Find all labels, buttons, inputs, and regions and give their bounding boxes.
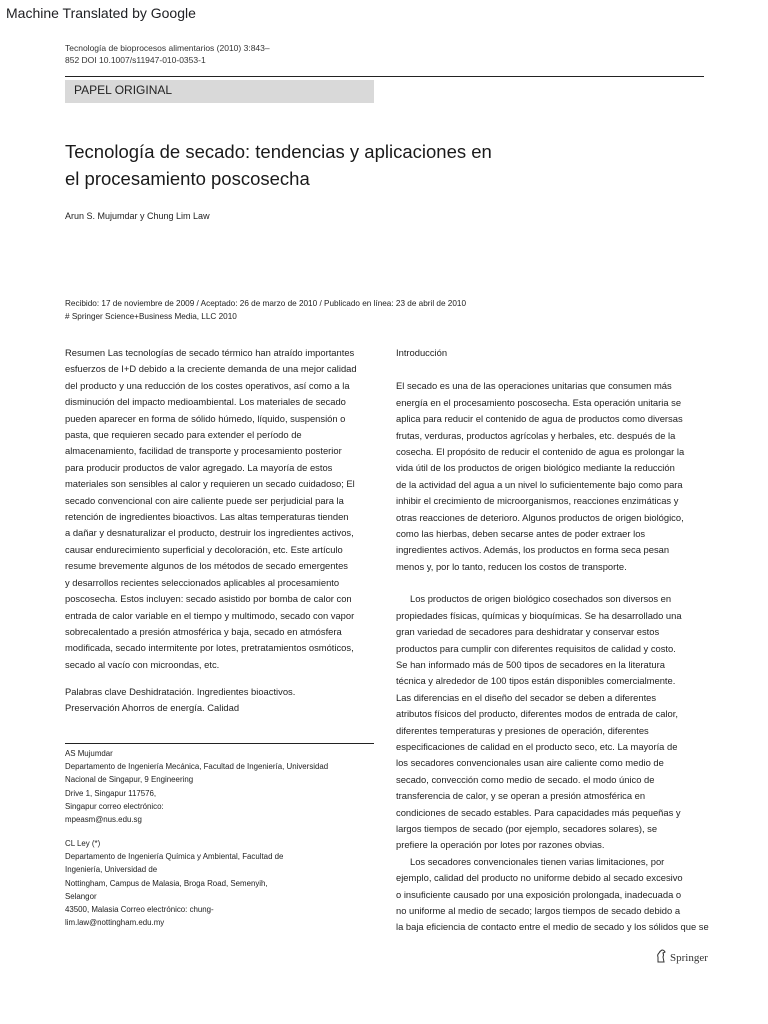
abstract-line: y desarrollos recientes seleccionados aplicables al procesamiento <box>65 576 340 588</box>
body-line: gran variedad de secadores para deshidratar y conservar estos <box>396 626 660 638</box>
body-line: El secado es una de las operaciones unitarias que consumen más <box>396 380 672 392</box>
affiliation-line: Selangor <box>65 891 97 901</box>
affiliation-rule <box>65 743 374 744</box>
title-line: el procesamiento poscosecha <box>65 168 310 189</box>
body-line: atributos físicos del producto, diferentes modos de entrada de calor, <box>396 708 678 720</box>
section-heading: Introducción <box>396 347 448 358</box>
abstract-line: materiales son sensibles al calor y requieren un secado cuidadoso; El <box>65 478 355 490</box>
introduction-section <box>396 345 726 936</box>
affiliation-line: Singapur correo electrónico: <box>65 801 164 811</box>
body-line: energía en el procesamiento poscosecha. Esta operación unitaria se <box>396 396 682 408</box>
body-line: Se han informado más de 500 tipos de secadores en la literatura <box>396 658 665 670</box>
affiliation-line: AS Mujumdar <box>65 749 113 758</box>
springer-horse-icon <box>655 949 667 966</box>
body-line: especificaciones de calidad en el producto seco, etc. La mayoría de <box>396 740 678 752</box>
body-line: ingredientes activos. Además, los productos en forma seca pesan <box>396 544 670 556</box>
journal-ref-line: Tecnología de bioprocesos alimentarios (2010) 3:843– <box>65 43 270 53</box>
copyright-line: # Springer Science+Business Media, LLC 2010 <box>65 312 237 321</box>
body-line: largos tiempos de secado (por ejemplo, secadores solares), se <box>396 822 658 834</box>
abstract-line: esfuerzos de I+D debido a la creciente demanda de una mejor calidad <box>65 363 357 375</box>
affiliation-line: mpeasm@nus.edu.sg <box>65 815 142 825</box>
body-line: aplica para reducir el contenido de agua de productos como diversas <box>396 413 683 425</box>
body-line: no uniforme al medio de secado; largos tiempos de secado debido a <box>396 905 681 916</box>
springer-logo <box>655 949 708 966</box>
body-line: condiciones de secado estables. Para capacidades más pequeñas y <box>396 806 681 818</box>
body-line: los secadores convencionales usan aire caliente como medio de <box>396 757 664 769</box>
body-line: prefiere la operación por lotes por razones obvias. <box>396 839 605 851</box>
body-line: Las diferencias en el diseño del secador se deben a diferentes <box>396 691 657 703</box>
body-line: inhibir el crecimiento de microorganismos, reacciones enzimáticas y <box>396 495 679 507</box>
body-line: productos para cumplir con diferentes requisitos de calidad y costo. <box>396 642 676 654</box>
abstract-line: retención de ingredientes bioactivos. Las altas temperaturas tienden <box>65 511 349 523</box>
header-rule <box>65 76 704 77</box>
paper-title <box>65 138 535 192</box>
affiliation-line: CL Ley (*) <box>65 839 101 848</box>
body-line: otras reacciones de deterioro. Algunos productos de origen biológico, <box>396 511 684 523</box>
body-line: frutas, verduras, productos agrícolas y herbales, etc. después de la <box>396 429 676 441</box>
dates-line: Recibido: 17 de noviembre de 2009 / Aceptado: 26 de marzo de 2010 / Publicado en línea: 23 de abril de 2010 <box>65 299 467 308</box>
journal-ref-line: 852 DOI 10.1007/s11947-010-0353-1 <box>65 55 206 65</box>
abstract-line: sobrecalentado a presión atmosférica y baja, secado en atmósfera <box>65 625 342 637</box>
keywords-line: Preservación Ahorros de energía. Calidad <box>65 702 240 714</box>
affiliation-line: Nottingham, Campus de Malasia, Broga Road, Semenyih, <box>65 878 268 888</box>
intro-paragraph-2 <box>396 591 726 854</box>
abstract-line: disminución del impacto medioambiental. Los materiales de secado <box>65 396 346 408</box>
article-type-bar <box>65 80 374 103</box>
body-line: Los secadores convencionales tienen varias limitaciones, por <box>410 855 665 867</box>
body-line: ejemplo, calidad del producto no uniforme debido al secado excesivo <box>396 872 683 884</box>
keywords-line: Palabras clave Deshidratación. Ingredientes bioactivos. <box>65 686 296 697</box>
body-line: cosecha. El propósito de reducir el contenido de agua es prolongar la <box>396 446 685 458</box>
keywords <box>65 684 380 717</box>
abstract-line: a dañar y desnaturalizar el producto, destruir los ingredientes activos, <box>65 527 354 539</box>
publisher-name: Springer <box>670 951 708 964</box>
affiliation-line: Nacional de Singapur, 9 Engineering <box>65 775 194 785</box>
affiliation-line: Departamento de Ingeniería Mecánica, Facultad de Ingeniería, Universidad <box>65 762 329 772</box>
body-line: Los productos de origen biológico cosechados son diversos en <box>410 593 672 605</box>
body-line: diferentes temperaturas y presiones de operación, diferentes <box>396 724 649 736</box>
body-line: propiedades físicas, químicas y bioquímicas. Se ha desarrollado una <box>396 609 682 621</box>
intro-paragraph-3 <box>396 854 726 936</box>
publication-dates <box>65 297 466 323</box>
body-line: secado, convección como medio de secado. el modo único de <box>396 773 655 785</box>
authors: Arun S. Mujumdar y Chung Lim Law <box>65 211 210 221</box>
affiliation-mujumdar <box>65 747 365 826</box>
body-line: técnica y alrededor de 100 tipos están disponibles comercialmente. <box>396 675 676 687</box>
body-line: vida útil de los productos de origen biológico mediante la reducción <box>396 462 675 474</box>
body-line: como las hierbas, deben secarse antes de poder extraer los <box>396 528 646 540</box>
abstract-line: secado convencional con aire caliente puede ser perjudicial para la <box>65 494 344 506</box>
abstract-line: pasta, que requieren secado para extender el período de <box>65 429 302 441</box>
abstract-line: entrada de calor variable en el tiempo y multimodo, secado con vapor <box>65 609 355 621</box>
body-line: o insuficiente causado por una exposición prolongada, inadecuada o <box>396 888 682 900</box>
affiliation-line: lim.law@nottingham.edu.my <box>65 918 165 928</box>
machine-translated-banner: Machine Translated by Google <box>6 5 196 21</box>
affiliation-line: Drive 1, Singapur 117576, <box>65 788 157 798</box>
body-line: de la actividad del agua a un nivel lo suficientemente bajo como para <box>396 478 683 490</box>
body-line: la baja eficiencia de contacto entre el medio de secado y los sólidos que se <box>396 921 709 933</box>
abstract-line: del producto y una reducción de los costes operativos, así como a la <box>65 379 350 391</box>
abstract-line: modificada, secado intermitente por lotes, pretratamientos osmóticos, <box>65 642 354 654</box>
abstract-line: secado al vacío con microondas, etc. <box>65 658 220 670</box>
affiliation-law <box>65 837 365 929</box>
intro-paragraph-1 <box>396 378 726 575</box>
abstract-line: pueden aparecer en forma de sólido húmedo, líquido, suspensión o <box>65 412 346 424</box>
affiliation-line: Departamento de Ingeniería Química y Ambiental, Facultad de <box>65 852 284 862</box>
title-line: Tecnología de secado: tendencias y aplicaciones en <box>65 141 492 162</box>
abstract-line: almacenamiento, facilidad de transporte y procesamiento posterior <box>65 445 342 457</box>
abstract-line: poscosecha. Estos incluyen: secado asistido por bomba de calor con <box>65 593 352 605</box>
article-type-label: PAPEL ORIGINAL <box>74 83 173 97</box>
body-line: menos y, por lo tanto, reducen los costos de transporte. <box>396 560 627 572</box>
abstract-line: para producir productos de valor agregado. La mayoría de estos <box>65 461 333 473</box>
affiliation-line: Ingeniería, Universidad de <box>65 865 158 875</box>
abstract <box>65 345 380 673</box>
journal-reference <box>65 42 270 66</box>
affiliation-line: 43500, Malasia Correo electrónico: chung- <box>65 905 214 915</box>
abstract-line: Resumen Las tecnologías de secado térmico han atraído importantes <box>65 347 355 358</box>
abstract-line: causar endurecimiento superficial y decoloración, etc. Este artículo <box>65 543 343 555</box>
body-line: transferencia de calor, y se operan a presión atmosférica en <box>396 790 646 802</box>
abstract-line: resume brevemente algunos de los métodos de secado emergentes <box>65 560 348 572</box>
